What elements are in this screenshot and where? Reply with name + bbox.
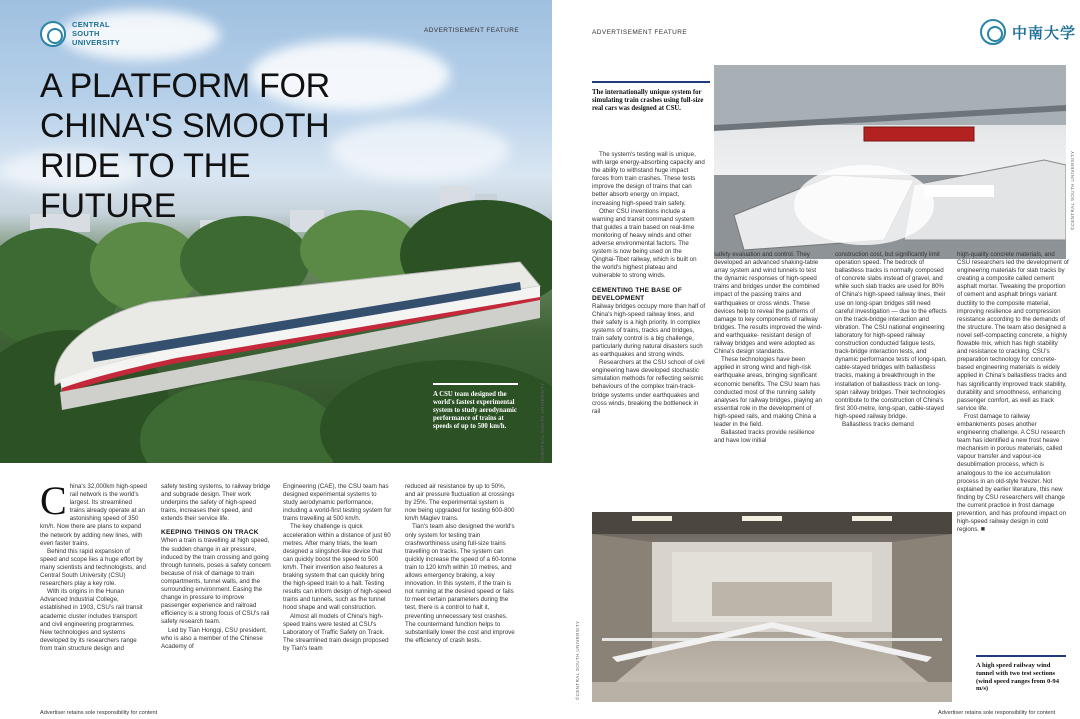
section-heading: KEEPING THINGS ON TRACK [161,529,259,537]
crash-test-photo [714,65,1066,259]
section-label: ADVERTISEMENT FEATURE [592,29,688,36]
paragraph: reduced air resistance by up to 50%, and air pressure fluctuation at crossings by 25%. The experimental system is now being upgraded for testing 600-800 km/h Maglev trains. [405,483,515,523]
drop-cap: C [40,478,67,523]
page-headline: A PLATFORM FOR CHINA'S SMOOTH RIDE TO THE FUTURE [40,67,330,225]
university-seal-icon [40,21,66,47]
paragraph: safety testing systems, to railway bridge and subgrade design. Their work underpins the safety of high-speed trains, increases their speed, and extends their service life. [161,483,271,523]
photo-credit: ©CENTRAL SOUTH UNIVERSITY [575,620,580,700]
article-column-1 [40,478,148,653]
paragraph: Ballasted tracks provide resilience and have low initial [714,429,815,445]
paragraph: Engineering (CAE), the CSU team has designed experimental systems to study aerodynamic performance, including a world-first testing system for trains travelling at 500 km/h. [283,483,392,523]
paragraph: Almost all models of China's high-speed trains were tested at CSU's Laboratory of Traffic Safety on Track. The streamlined train design proposed by Tian's team [283,612,389,652]
section-heading: CEMENTING THE BASE OF DEVELOPMENT [592,286,682,302]
paragraph: high-quality concrete materials, and CSU researchers led the development of engineering materials for slab tracks by creating a composite called cement asphalt mortar. Tweaking the proportion of cement and asphalt brings variant ductility to the composite material, improving resilience and compression resistance according to the demands of the structure. The team also designed a novel self-compacting concrete, a highly flowable mix, which has high stability and resistance to cracking. CSU's preparation technology for concrete-based engineering materials is widely applied in China's ballastless tracks and has significantly improved track stability, durability and smoothness, enhancing passenger comfort, as well as track service life. [957,251,1069,412]
footer-disclaimer: Advertiser retains sole responsibility for content [938,710,1056,716]
article-column-d [957,251,1069,534]
article-column-b [714,251,826,445]
wind-tunnel-illustration [592,512,952,702]
section-label: ADVERTISEMENT FEATURE [424,27,520,34]
wind-tunnel-caption: A high speed railway wind tunnel with two test sections (wind speed ranges from 0-94 m/s) [976,655,1066,693]
article-column-c [835,251,947,429]
university-name: CENTRAL SOUTH UNIVERSITY [72,20,121,47]
photo-credit: ©CENTRAL SOUTH UNIVERSITY [540,382,545,462]
paragraph: Other CSU inventions include a warning and transit command system that guides a train based on real-time monitoring of heavy winds and other adverse environmental factors. The system is now being used on the Qinghai-Tibet railway, which is built on the world's highest plateau and vulnerable to strong winds. [592,207,697,280]
csu-logo [40,20,136,47]
university-name-chinese: 中南大学 [1012,23,1077,42]
crash-system-caption: The internationally unique system for simulating train crashes using full-size real cars was designed at CSU. [592,89,704,112]
paragraph [957,413,1069,534]
article-column-a [592,151,706,416]
paragraph: The key challenge is quick acceleration within a distance of just 60 metres. After many trials, the team designed a slingshot-like device that can quickly boost the speed to 500 km/h. Their invention also features a braking system that can quickly bring the high-speed train to a halt. Testing results can inform design of high-speed trains and tunnels, such as the tunnel hood shape and wall construction. [283,523,391,612]
right-page [552,0,1080,719]
article-column-3 [283,483,393,653]
article-column-2 [161,483,271,651]
paragraph: Railway bridges occupy more than half of China's high-speed railway lines, and their safety is a high priority. In complex systems of trains, tracks and bridges, train safety control is a big challenge, particularly during natural disasters such as earthquakes and strong winds. [592,302,706,359]
paragraph: hina's 32,000km high-speed rail network is the world's largest. Its streamlined trains already operate at an astonishing speed of 350 km/h. Now there are plans to expand the network by adding new lines, with even faster trains. [40,483,147,547]
footer-disclaimer: Advertiser retains sole responsibility for content [40,710,158,716]
end-mark: ■ [980,526,985,534]
paragraph: When a train is travelling at high speed, the sudden change in air pressure, induced by the train crossing and going through tunnels, poses a safety concern because of risk of damage to train compartments, tunnel walls, and the surrounding environment. Easing the change in pressure to improve passenger experience and railroad efficiency is a strong focus of CSU's rail safety research team. [161,537,271,626]
paragraph: Led by Tian Hongqi, CSU president, who is also a member of the Chinese Academy of [161,626,267,650]
paragraph: Tian's team also designed the world's only system for testing train crashworthiness using full-size trains travelling on tracks. The system can quickly increase the speed of a 60-tonne train to 120 km/h within 10 metres, and allows emergency braking, a key innovation. In this system, if the train is not running at the desired speed or fails to meet certain parameters during the test, there is a control to halt it, preventing unnecessary test crashes. The countermand function helps to substantially lower the cost and improve the efficiency of crash tests. [405,523,517,644]
article-column-4 [405,483,517,645]
caption-accent-rule [592,81,710,83]
paragraph: Ballastless tracks demand [842,420,914,428]
paragraph: Behind this rapid expansion of speed and scope lies a huge effort by many scientists and technologists, and Central South University (CSU) researchers play a key role. [40,547,146,588]
hero-photo-caption: A CSU team designed the world's fastest experimental system to study aerodynamic performance of trains at speeds of up to 500 km/h. [433,383,518,431]
paragraph-text: Frost damage to railway embankments poses another engineering challenge. A CSU research team has identified a new frost heave mechanism in porous materials, called vapour transfer and vapour-ice desublimation process, which is analogous to the ice accumulation process in an old-style freezer. Not explained by earlier literature, this new finding by CSU researchers will change the current practice in frost damage prevention, and has profound impact on high-speed railway design in cold regions. [957,412,1067,534]
paragraph: The system's testing wall is unique, with large energy-absorbing capacity and the ability to withstand huge impact forces from train crashes. These tests improve the design of trains that can better absorb energy on impact, increasing high-speed train safety. [592,151,705,207]
paragraph: Researchers at the CSU school of civil engineering have developed stochastic simulation methods for reflecting seismic behaviours of the complex train-track-bridge systems under earthquakes and cross winds, breaking the bottleneck in rail [592,359,705,415]
wind-tunnel-photo [592,512,952,702]
crash-test-illustration [714,65,1066,259]
photo-credit: ©CENTRAL SOUTH UNIVERSITY [1070,150,1075,230]
paragraph: These technologies have been applied in strong wind and high-risk earthquake areas, bringing significant economic benefits. The CSU team has conducted most of the running safety analyses for railway bridges, playing an essential role in the development of high-speed rails, and making China a leader in the field. [714,356,822,428]
paragraph: safety evaluation and control. They developed an advanced shaking-table array system and wind tunnels to test the dynamic responses of high-speed trains and bridges under the combined impact of the passing trains and earthquakes or cross winds. These devices help to reveal the patterns of damage to key components of railway bridges. The results improved the wind- and earthquake- resistant design of railway bridges and were adopted as China's design standards. [714,251,823,356]
csu-logo-chinese [980,19,1076,45]
paragraph: With its origins in the Hunan Advanced Industrial College, established in 1903, CSU's rail transit academic cluster includes transport and civil engineering programmes. New technologies and systems developed by its researchers range from train structure design and [40,588,143,652]
paragraph: construction cost, but significantly limit operation speed. The bedrock of ballastless tracks is normally composed of concrete slabs instead of gravel, and while such slab tracks are used for 80% of China's high-speed railway lines, their use on long-span bridges still need careful investigation — due to the effects on the track-bridge interaction and vibration. The CSU national engineering laboratory for high-speed railway construction conducted fatigue tests, track-bridge interaction tests, and dynamic performance tests of long-span, cable-stayed bridges with ballastless tracks, making a breakthrough in the installation of ballastless track on long-span railway bridges. Their technologies contribute to the construction of China's first 300-metre, long-span, cable-stayed high-speed railway bridge. [835,251,947,420]
university-seal-icon [980,19,1006,45]
